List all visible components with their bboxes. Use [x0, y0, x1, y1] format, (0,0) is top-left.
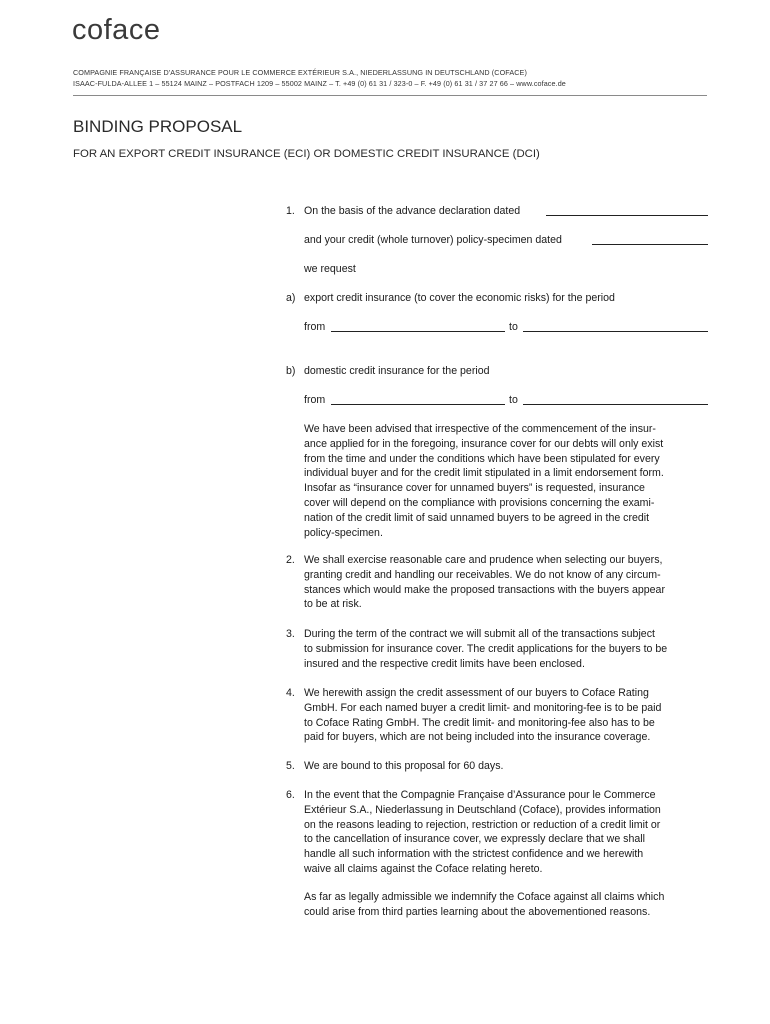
paragraph-line: handle all such information with the strictest confidence and we herewith	[304, 848, 644, 861]
paragraph-line: In the event that the Compagnie Française d’Assurance pour le Commerce	[304, 789, 656, 801]
sub-b-letter: b)	[286, 365, 296, 377]
paragraph-line: granting credit and handling our receivables. We do not know of any circum-	[304, 568, 661, 581]
paragraph-line: insured and the respective credit limits have been enclosed.	[304, 657, 585, 670]
paragraph-line: could arise from third parties learning about the abovementioned reasons.	[304, 905, 651, 918]
item-2-number: 2.	[286, 554, 295, 566]
paragraph-line: to submission for insurance cover. The credit applications for the buyers to be	[304, 642, 668, 655]
sub-b-to-date-field[interactable]	[523, 404, 708, 405]
paragraph-line: We herewith assign the credit assessment of our buyers to Coface Rating	[304, 687, 649, 699]
item-6-number: 6.	[286, 789, 295, 801]
paragraph-line: cover will depend on the compliance with provisions concerning the exami-	[304, 496, 655, 509]
item-3-paragraph	[304, 627, 714, 671]
page-subtitle: FOR AN EXPORT CREDIT INSURANCE (ECI) OR DOMESTIC CREDIT INSURANCE (DCI)	[73, 148, 540, 160]
sub-b-from-date-field[interactable]	[331, 404, 505, 405]
paragraph-line: policy-specimen.	[304, 526, 383, 539]
paragraph-line: to Coface Rating GmbH. The credit limit- and monitoring-fee also has to be	[304, 716, 655, 729]
item-1-number: 1.	[286, 205, 295, 217]
paragraph-line: We shall exercise reasonable care and prudence when selecting our buyers,	[304, 554, 663, 566]
policy-specimen-date-field[interactable]	[592, 244, 708, 245]
sub-a-to-label: to	[509, 321, 518, 333]
paragraph-line: We have been advised that irrespective of the commencement of the insur-	[304, 423, 656, 435]
paragraph-line: to be at risk.	[304, 598, 362, 611]
advice-paragraph	[304, 422, 714, 540]
sub-a-letter: a)	[286, 292, 296, 304]
paragraph-line: paid for buyers, which are not being included into the insurance coverage.	[304, 731, 651, 744]
sub-b-from-label: from	[304, 394, 326, 406]
paragraph-line: from the time and under the conditions which have been stipulated for every	[304, 452, 660, 465]
paragraph-line: Insofar as “insurance cover for unnamed buyers” is requested, insurance	[304, 482, 645, 495]
paragraph-line: Extérieur S.A., Niederlassung in Deutschland (Coface), provides information	[304, 803, 661, 816]
sub-a-text: export credit insurance (to cover the economic risks) for the period	[304, 292, 615, 304]
paragraph-line: As far as legally admissible we indemnify the Coface against all claims which	[304, 891, 665, 903]
header-divider	[73, 95, 707, 96]
paragraph-line: ance applied for in the foregoing, insurance cover for our debts will only exist	[304, 437, 664, 450]
paragraph-line: waive all claims against the Coface relating hereto.	[304, 862, 543, 875]
company-address-line-2: ISAAC-FULDA-ALLEE 1 – 55124 MAINZ – POSTFACH 1209 – 55002 MAINZ – T. +49 (0) 61 31 / 323-0 – F. +49 (0) 61 31 / 37 27 66 – www.coface.de	[73, 79, 566, 88]
paragraph-line: individual buyer and for the credit limit stipulated in a limit endorsement form.	[304, 467, 664, 480]
item-4-number: 4.	[286, 687, 295, 699]
page-title: BINDING PROPOSAL	[73, 117, 243, 136]
item-1-policy-text: and your credit (whole turnover) policy-specimen dated	[304, 234, 562, 246]
item-5-number: 5.	[286, 760, 295, 772]
company-address-line-1: COMPAGNIE FRANÇAISE D'ASSURANCE POUR LE COMMERCE EXTÉRIEUR S.A., NIEDERLASSUNG IN DEUTSCHLAND (COFACE)	[73, 68, 527, 77]
item-5-paragraph	[304, 759, 714, 774]
sub-a-from-date-field[interactable]	[331, 331, 505, 332]
coface-logo: coface	[72, 14, 161, 46]
sub-b-text: domestic credit insurance for the period	[304, 365, 490, 377]
paragraph-line: GmbH. For each named buyer a credit limit- and monitoring-fee is to be paid	[304, 701, 662, 714]
item-4-paragraph	[304, 686, 714, 745]
item-1-request-text: we request	[304, 263, 356, 275]
sub-b-to-label: to	[509, 394, 518, 406]
item-1-declaration-text: On the basis of the advance declaration dated	[304, 205, 521, 217]
item-6-paragraph	[304, 788, 714, 877]
paragraph-line: nation of the credit limit of said unnamed buyers to be agreed in the credit	[304, 511, 650, 524]
sub-a-from-label: from	[304, 321, 326, 333]
paragraph-line: We are bound to this proposal for 60 days.	[304, 760, 504, 772]
paragraph-line: stances which would make the proposed transactions with the buyers appear	[304, 583, 665, 596]
paragraph-line: During the term of the contract we will submit all of the transactions subject	[304, 628, 655, 640]
paragraph-line: to the cancellation of insurance cover, we expressly declare that we shall	[304, 833, 645, 846]
declaration-date-field[interactable]	[546, 215, 708, 216]
item-6-indemnity-paragraph	[304, 890, 714, 920]
item-2-paragraph	[304, 553, 714, 612]
paragraph-line: on the reasons leading to rejection, restriction or reduction of a credit limit or	[304, 818, 661, 831]
sub-a-to-date-field[interactable]	[523, 331, 708, 332]
item-3-number: 3.	[286, 628, 295, 640]
